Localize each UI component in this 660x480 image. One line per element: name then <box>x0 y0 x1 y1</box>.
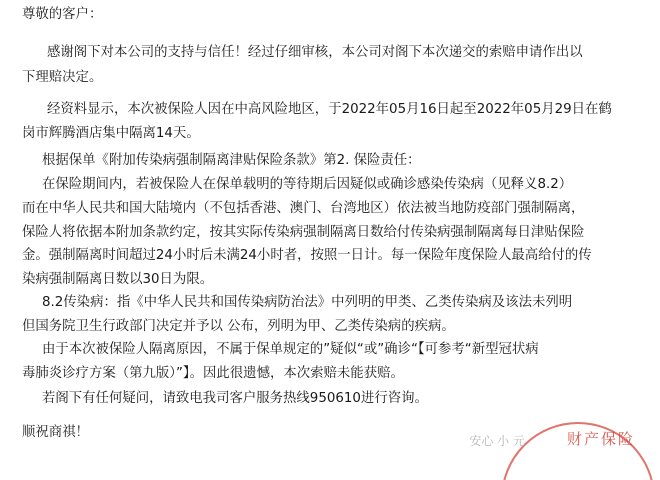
paragraph-line: 保险人将依据本附加条款约定，按其实际传染病强制隔离日数给付传染病强制隔离每日津贴保险 <box>22 225 585 240</box>
seal-faint-text: 安心 小 元 <box>469 434 525 448</box>
paragraph-line: 下理赔决定。 <box>22 70 103 85</box>
paragraph-line: 但国务院卫生行政部门决定并予以 公布，列明为甲、乙类传染病的疾病。 <box>22 319 455 334</box>
paragraph-line: 经资料显示，本次被保险人因在中高风险地区，于2022年05月16日起至2022年05月29日在鹤 <box>47 102 612 117</box>
closing: 顺祝商祺！ <box>22 425 89 440</box>
paragraph-line: 若阁下有任何疑问，请致电我司客户服务热线950610进行咨询。 <box>42 391 428 406</box>
paragraph-line: 根据保单《附加传染病强制隔离津贴保险条款》第2. 保险责任： <box>42 153 421 168</box>
paragraph-line: 8.2传染病：指《中华人民共和国传染病防治法》中列明的甲类、乙类传染病及该法未列明 <box>42 295 573 310</box>
company-seal <box>405 420 660 480</box>
paragraph-line: 由于本次被保险人隔离原因，不属于保单规定的”疑似“或”确诊“【可参考“新型冠状病 <box>42 342 539 357</box>
paragraph-line: 染病强制隔离日数以30日为限。 <box>22 272 214 287</box>
paragraph-line: 感谢阁下对本公司的支持与信任！经过仔细审核，本公司对阁下本次递交的索赔申请作出以 <box>47 45 583 60</box>
seal-text: 财产保险 <box>566 430 635 448</box>
paragraph-line: 在保险期间内，若被保险人在保单载明的等待期后因疑似或确诊感染传染病（见释义8.2） <box>42 177 573 192</box>
paragraph-line: 金。强制隔离时间超过24小时后未满24小时者，按照一日计。每一保险年度保险人最高给付的传 <box>22 248 592 263</box>
greeting: 尊敬的客户： <box>22 7 103 22</box>
paragraph-line: 岗市辉腾酒店集中隔离14天。 <box>22 126 200 141</box>
paragraph-line: 毒肺炎诊疗方案（第九版）”】。因此很遗憾，本次索赔未能获赔。 <box>22 366 404 381</box>
paragraph-line: 而在中华人民共和国大陆境内（不包括香港、澳门、台湾地区）依法被当地防疫部门强制隔离， <box>22 201 585 216</box>
